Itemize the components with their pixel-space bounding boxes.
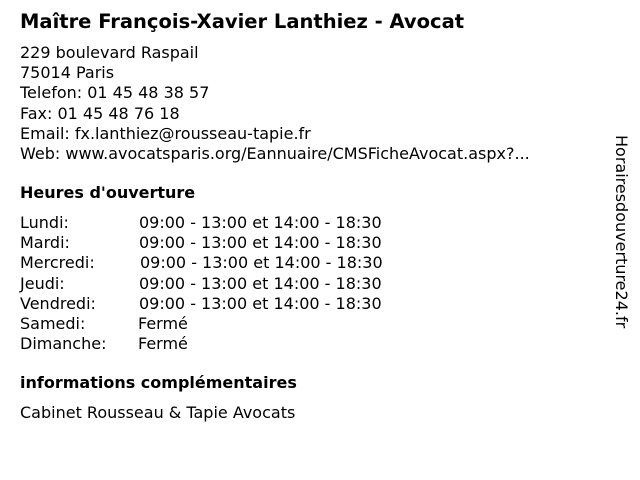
phone-number: Telefon: 01 45 48 38 57 [20, 83, 210, 103]
opening-hours-heading: Heures d'ouverture [20, 183, 196, 202]
hours-value: 09:00 - 13:00 et 14:00 - 18:30 [139, 213, 382, 232]
website-url: Web: www.avocatsparis.org/Eannuaire/CMSFicheAvocat.aspx?... [20, 143, 530, 163]
page-title: Maître François-Xavier Lanthiez - Avocat [20, 10, 465, 33]
email-address: Email: fx.lanthiez@rousseau-tapie.fr [20, 123, 311, 143]
day-label: Vendredi: [20, 293, 96, 313]
hours-value: 09:00 - 13:00 et 14:00 - 18:30 [139, 273, 382, 293]
day-label: Mercredi: [20, 253, 95, 273]
hours-value: Fermé [138, 334, 188, 354]
day-label: Jeudi: [20, 273, 65, 293]
address-street: 229 boulevard Raspail [20, 43, 199, 62]
hours-value: 09:00 - 13:00 et 14:00 - 18:30 [139, 233, 382, 253]
hours-value: Fermé [138, 313, 188, 333]
fax-number: Fax: 01 45 48 76 18 [20, 103, 180, 123]
hours-value: 09:00 - 13:00 et 14:00 - 18:30 [139, 293, 382, 313]
day-label: Mardi: [20, 233, 70, 253]
day-label: Samedi: [20, 313, 86, 333]
day-label: Dimanche: [20, 334, 107, 354]
additional-info-text: Cabinet Rousseau & Tapie Avocats [20, 403, 296, 422]
address-city: 75014 Paris [20, 63, 115, 83]
hours-value: 09:00 - 13:00 et 14:00 - 18:30 [140, 253, 383, 273]
additional-info-heading: informations complémentaires [20, 373, 297, 392]
site-watermark: Horairesdouverture24.fr [612, 135, 631, 329]
contact-block [20, 43, 530, 164]
day-label: Lundi: [20, 213, 69, 232]
